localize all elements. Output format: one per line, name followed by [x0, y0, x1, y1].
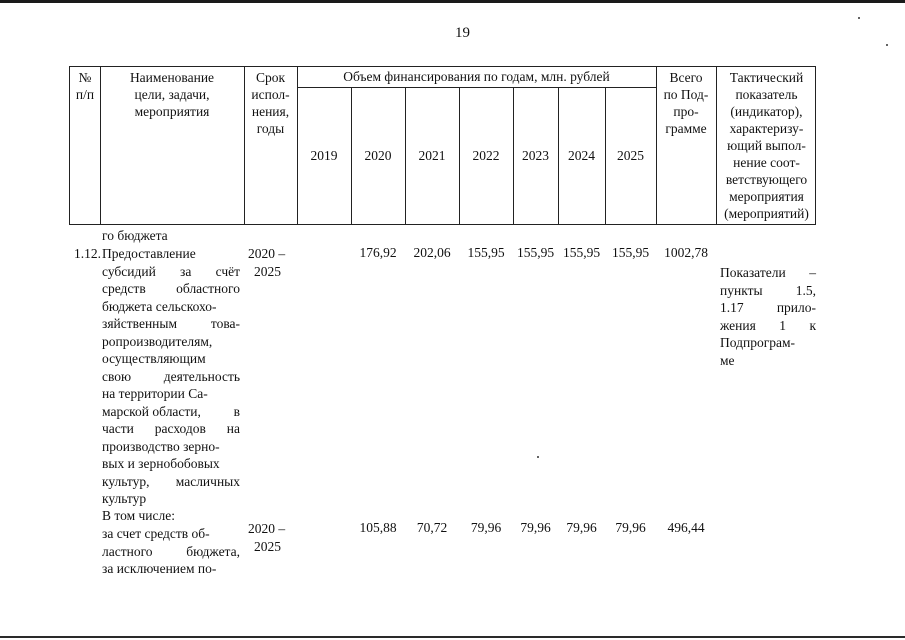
value-2025: 155,95	[611, 245, 650, 260]
header-name: Наименование цели, задачи, мероприятия	[129, 70, 215, 119]
row-name	[102, 245, 240, 508]
sub-value-2021: 70,72	[416, 520, 448, 535]
text-line: Подпрограм-	[720, 335, 796, 350]
row-term: 2020 – 2025	[248, 246, 286, 279]
scan-speck	[886, 44, 888, 46]
word: това-	[210, 316, 240, 331]
text-line	[102, 315, 240, 333]
text-line: производство зерно-	[102, 438, 220, 454]
row-indicator	[720, 264, 816, 369]
word: средств	[102, 281, 146, 296]
year-2020: 2020	[364, 148, 392, 163]
text-line	[102, 403, 240, 421]
header-funding: Объем финансирования по годам, млн. рублей	[343, 69, 610, 84]
text-line: за счет средств об-	[102, 526, 210, 541]
text-line: ропроизводителям,	[102, 333, 213, 349]
word: марской области,	[102, 403, 201, 419]
word: счёт	[215, 263, 240, 279]
text-line	[102, 368, 240, 386]
word: за	[180, 263, 192, 279]
table-header	[69, 66, 816, 225]
text-line: культур	[102, 491, 147, 506]
word: Показатели	[720, 265, 786, 280]
bottom-border	[0, 636, 905, 638]
value-2023: 155,95	[516, 245, 555, 260]
text-line: осуществляющим	[102, 351, 206, 366]
text-line: бюджета сельскохо-	[102, 298, 217, 314]
text-line	[102, 543, 240, 561]
row-number: 1.12.	[74, 246, 101, 261]
word: зяйственным	[102, 316, 178, 331]
word: жения	[720, 317, 756, 333]
text-line: за исключением по-	[102, 561, 217, 576]
word: 1.17	[720, 300, 744, 315]
header-total: Всего по Под- про- грамме	[663, 70, 709, 136]
year-2024: 2024	[568, 148, 595, 163]
sub-row-term: 2020 – 2025	[248, 521, 286, 554]
header-number: № п/п	[75, 70, 95, 102]
sub-value-2023: 79,96	[520, 520, 551, 535]
word: в	[233, 403, 240, 419]
word: части	[102, 421, 134, 436]
scan-speck	[858, 17, 860, 19]
word: пункты	[720, 282, 763, 298]
text-line: на территории Са-	[102, 386, 208, 401]
top-border	[0, 0, 905, 3]
value-total: 1002,78	[664, 245, 708, 260]
sub-value-2024: 79,96	[566, 520, 597, 535]
word: субсидий	[102, 263, 156, 279]
word: 1.5,	[795, 282, 816, 298]
word: на	[226, 421, 240, 436]
word: свою	[102, 368, 132, 384]
sub-value-total: 496,44	[667, 520, 705, 535]
text-line: ме	[720, 352, 735, 368]
header-indicator: Тактический показатель (индикатор), характеризу- ющий выпол- нение соот- ветствующего мероприятия (мероприятий)	[724, 70, 809, 221]
text-line	[720, 264, 816, 282]
year-2019: 2019	[310, 148, 338, 163]
word: областного	[176, 281, 240, 296]
text-line: вых и зернобобовых	[102, 456, 220, 471]
word: –	[809, 265, 816, 280]
year-2021: 2021	[418, 148, 446, 163]
value-2020: 176,92	[359, 245, 397, 260]
sub-value-2020: 105,88	[359, 520, 397, 535]
text-line	[102, 420, 240, 438]
sub-value-2022: 79,96	[470, 520, 502, 535]
text-line	[720, 299, 816, 317]
word: расходов	[154, 421, 206, 436]
text-line	[102, 280, 240, 298]
year-2023: 2023	[522, 148, 549, 163]
value-2021: 202,06	[413, 245, 451, 260]
scan-speck	[537, 456, 539, 458]
value-2024: 155,95	[562, 245, 601, 260]
word: 1	[779, 317, 786, 333]
word: культур,	[102, 473, 150, 489]
text-line	[102, 473, 240, 491]
sub-value-2025: 79,96	[615, 520, 646, 535]
sub-row-name	[102, 525, 240, 578]
text-line: Предоставление	[102, 246, 196, 261]
value-2022: 155,95	[467, 245, 505, 260]
word: деятельность	[163, 368, 240, 384]
header-term: Срок испол- нения, годы	[251, 70, 290, 136]
page-number: 19	[455, 25, 470, 41]
including-label: В том числе:	[102, 508, 175, 523]
word: к	[809, 317, 816, 333]
word: прило-	[776, 300, 816, 315]
text-line	[102, 263, 240, 281]
text-line	[720, 282, 816, 300]
carry-over-text: го бюджета	[102, 228, 168, 243]
text-line	[720, 317, 816, 335]
word: ластного	[102, 543, 153, 559]
year-2025: 2025	[617, 148, 644, 163]
year-2022: 2022	[472, 148, 500, 163]
word: бюджета,	[186, 543, 240, 559]
word: масличных	[175, 473, 240, 489]
